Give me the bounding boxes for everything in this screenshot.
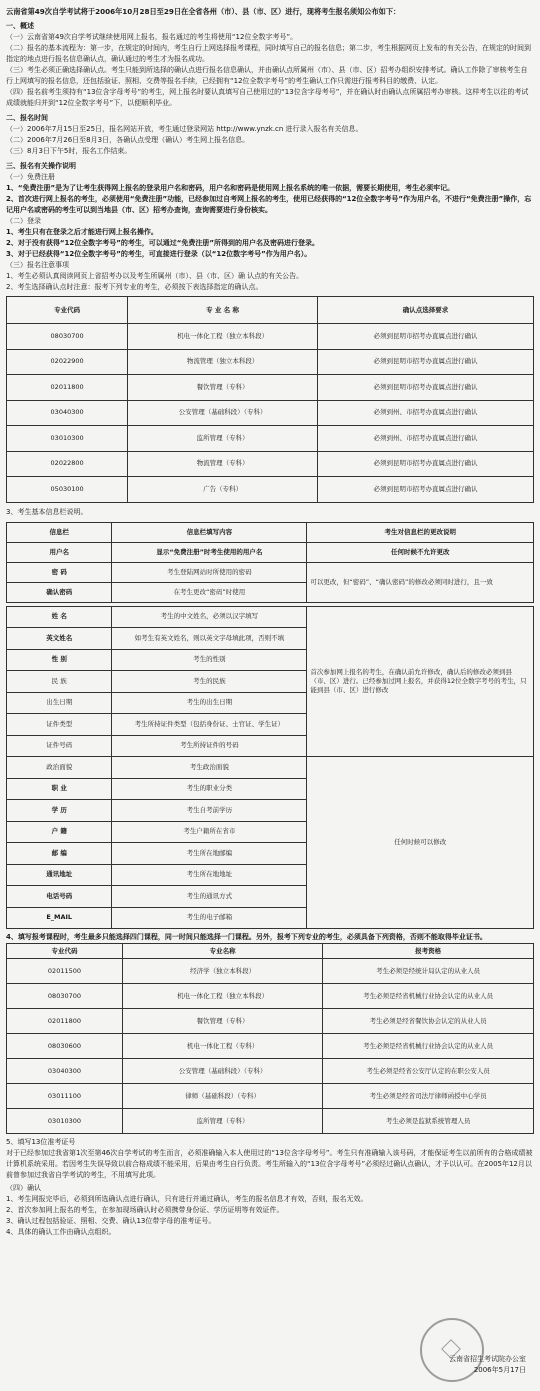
table-cell: 考生的出生日期 — [112, 692, 307, 714]
table-row — [7, 562, 534, 582]
table-cell: 出生日期 — [7, 692, 112, 714]
table-cell: 必须到昆明市招考办直属点进行确认 — [317, 451, 533, 477]
table-cell: 考生所持证件类型（包括身份证、士官证、学生证） — [112, 714, 307, 736]
table-cell: 必须到州、市招考办直属点进行确认 — [317, 426, 533, 452]
table-cell: 职 业 — [7, 778, 112, 800]
table-cell: 物流管理（专科） — [128, 451, 318, 477]
paragraph: （一）2006年7月15日至25日，报名网站开放，考生通过登录网站 http://www.ynzk.cn 进行录入报名有关信息。 — [6, 125, 363, 133]
table-row — [7, 959, 534, 984]
table-cell: 08030600 — [7, 1034, 123, 1059]
table-cell: 必须到昆明市招考办直属点进行确认 — [317, 477, 533, 503]
table-cell: 02022900 — [7, 349, 128, 375]
table-row — [7, 1009, 534, 1034]
table-header-row — [7, 297, 534, 324]
table-cell: 如考生有英文姓名，则以英文字母填此项，否则不填 — [112, 628, 307, 650]
table-cell: 考生所在地地址 — [112, 864, 307, 886]
column-header: 确认点选择要求 — [317, 297, 533, 324]
issue-date: 2006年5月17日 — [473, 1366, 526, 1374]
subsection-title: （二）登录 — [6, 217, 41, 225]
table-row — [7, 349, 534, 375]
table-row — [7, 542, 534, 562]
table-cell: 通讯地址 — [7, 864, 112, 886]
table-cell: 密 码 — [7, 562, 112, 582]
table-cell: 03010300 — [7, 1109, 123, 1134]
table-cell: 考生自考前学历 — [112, 800, 307, 822]
paragraph: 2、首次参加网上报名的考生，在参加现场确认时必须携带身份证、学历证明等有效证件。 — [6, 1206, 284, 1214]
table-cell: 姓 名 — [7, 606, 112, 628]
table-cell: 考生的职业分类 — [112, 778, 307, 800]
paragraph: 1、“免费注册”是为了让考生获得网上报名的登录用户名和密码，用户名和密码是使用网上报名系统的唯一依据，需要长期使用，考生必须牢记。 — [6, 184, 455, 192]
signature-block — [449, 1354, 526, 1376]
table-cell: 英文姓名 — [7, 628, 112, 650]
table-cell: 02011800 — [7, 375, 128, 401]
section-1-title: 一、概述 — [6, 22, 34, 30]
table-cell: 考生政治面貌 — [112, 757, 307, 779]
table-cell: 考生必须是经省公安厅认定的在职公安人员 — [323, 1059, 534, 1084]
table-cell: 考生的民族 — [112, 671, 307, 693]
paragraph: 3、对于已经获得“12位全数字考号”的考生，可直接进行登录（以“12位数字考号”作为用户名）。 — [6, 250, 312, 258]
basic-info-table — [6, 606, 534, 930]
section-2-title: 二、报名时间 — [6, 114, 48, 122]
table-cell: 机电一体化工程（独立本科段） — [128, 324, 318, 350]
paragraph: （二）报名的基本流程为：第一步，在规定的时间内，考生自行上网选择报考课程，同时填写自己的报名信息；第二步，考生根据网页上发布的有关公告，在规定的时间到指定的地点进行报名信息确认点，确认通过的考生才为报名成功。 — [6, 44, 531, 63]
table-row — [7, 1059, 534, 1084]
table-header-row — [7, 522, 534, 542]
table-cell: 广告（专科） — [128, 477, 318, 503]
table-cell: 02011500 — [7, 959, 123, 984]
table-cell: 08030700 — [7, 324, 128, 350]
table-cell: 任何时候可以修改 — [307, 757, 534, 929]
paragraph: 1、考生只有在登录之后才能进行网上报名操作。 — [6, 228, 158, 236]
table-cell: 证件类型 — [7, 714, 112, 736]
paragraph: 5、填写13位准考证号 — [6, 1138, 76, 1146]
column-header: 信息栏填写内容 — [112, 522, 307, 542]
paragraph: （三）8月3日下午5时，报名工作结束。 — [6, 147, 132, 155]
table-cell: 监所管理（专科） — [128, 426, 318, 452]
table-header-row — [7, 944, 534, 959]
table-cell: 考生登陆网站时所使用的密码 — [112, 562, 307, 582]
table-row — [7, 1034, 534, 1059]
paragraph: （四）报名前考生须持有“13位含字母考号”的考生，网上报名时要认真填写自己使用过的“13位含字母考号”，并在确认时由确认点所属招考办审核。这样考生以往的考试成绩就能归并到“12位全数字考号”下，以便顺利毕业。 — [6, 88, 529, 107]
table-cell: 公安管理（基础科段）（专科） — [128, 400, 318, 426]
table-cell: 必须到昆明市招考办直属点进行确认 — [317, 349, 533, 375]
table-cell: 物流管理（独立本科段） — [128, 349, 318, 375]
table-cell: 性 别 — [7, 649, 112, 671]
table-cell: 户 籍 — [7, 821, 112, 843]
table-cell: 餐饮管理（专科） — [128, 375, 318, 401]
table-cell: 考生必须是经统计局认定的从业人员 — [323, 959, 534, 984]
table-cell: 政治面貌 — [7, 757, 112, 779]
table-cell: 考生的通讯方式 — [112, 886, 307, 908]
table-row — [7, 984, 534, 1009]
table-cell: 机电一体化工程（专科） — [122, 1034, 322, 1059]
column-header: 报考资格 — [323, 944, 534, 959]
paragraph: 3、考生基本信息栏说明。 — [6, 507, 88, 516]
table-cell: 08030700 — [7, 984, 123, 1009]
table-cell: 05030100 — [7, 477, 128, 503]
table-row — [7, 324, 534, 350]
paragraph: 3、确认过程包括验证、照相、交费、确认13位带字母的准考证号。 — [6, 1217, 216, 1225]
paragraph: （一）云南省第49次自学考试继续使用网上报名，报名通过的考生将使用“12位全数字考号”。 — [6, 33, 298, 41]
column-header: 专业代码 — [7, 944, 123, 959]
table-cell: 03040300 — [7, 1059, 123, 1084]
subsection-title: （四）确认 — [6, 1184, 41, 1192]
table-cell: 必须到昆明市招考办直属点进行确认 — [317, 324, 533, 350]
subsection-title: （一）免费注册 — [6, 173, 55, 181]
table-cell: 02011800 — [7, 1009, 123, 1034]
table-cell: 证件号码 — [7, 735, 112, 757]
section-3-title: 三、报名有关操作说明 — [6, 162, 76, 170]
table-cell: 用户名 — [7, 542, 112, 562]
paragraph: 对于已经参加过我省第1次至第46次自学考试的考生而言，必须准确输入本人使用过的“13位含字母考号”。考生只有准确输入该号码，才能保证考生以前所有的合格成绩被计算机系统采用。若因考生失误导致以前合格成绩不能采用，后果由考生自行负责。考生所输入的“13位含字母考号”必须经过确认点确认，才予以认可。在2005年12月以前曾参加过我省自学考试的考生，不用填写此项。 — [6, 1149, 533, 1179]
column-header: 专 业 名 称 — [128, 297, 318, 324]
confirmation-point-table — [6, 296, 534, 503]
paragraph: （三）考生必须正确选择确认点。考生只能到所选择的确认点进行报名信息确认，并由确认点所属州（市）、县（市、区）招考办组织安排考试。确认工作除了审核考生自行上网填写的报名信息，还包括验证、照相、交费等报名手续，已经拥有“12位全数字考号”的考生确认工作只需进行报考科目的缴费、认定。 — [6, 66, 528, 85]
intro-text: 云南省第49次自学考试将于2006年10月28日至29日在全省各州（市）、县（市、区）进行，现将考生报名须知公布如下： — [6, 7, 401, 16]
table-cell: 考生的性别 — [112, 649, 307, 671]
column-header: 信息栏 — [7, 522, 112, 542]
table-cell: 学 历 — [7, 800, 112, 822]
table-cell: 考生所在地邮编 — [112, 843, 307, 865]
subsection-title: （三）报名注意事项 — [6, 261, 69, 269]
table-cell: 03010300 — [7, 426, 128, 452]
column-header: 专业名称 — [122, 944, 322, 959]
table-cell: 考生户籍所在省市 — [112, 821, 307, 843]
table-cell: 在考生更改“密码”时使用 — [112, 582, 307, 602]
paragraph: 2、对于没有获得“12位全数字考号”的考生，可以通过“免费注册”所得到的用户名及密码进行登录。 — [6, 239, 320, 247]
table-cell: 03040300 — [7, 400, 128, 426]
table-cell: 餐饮管理（专科） — [122, 1009, 322, 1034]
table-cell: 考生必须是经省机械行业协会认定的从业人员 — [323, 1034, 534, 1059]
paragraph: 2、首次进行网上报名的考生，必须使用“免费注册”功能，已经参加过自考网上报名的考生，使用已经获得的“12位全数字考号”作为用户名，不进行“免费注册”操作，忘记用户名或密码的考生可以到当地县（市、区）招考办查询，查询需要进行身份核实。 — [6, 195, 532, 214]
paragraph: 4、填写报考课程时，考生最多只能选择四门课程，同一时间只能选择一门课程。另外，报考下列专业的考生，必须具备下列资格，否则不能取得毕业证书。 — [6, 933, 487, 941]
table-cell: 可以更改，但“密码”、“确认密码”的修改必须同时进行，且一致 — [307, 562, 534, 602]
paragraph: 4、具体的确认工作由确认点组织。 — [6, 1228, 116, 1236]
table-cell: 首次参加网上报名的考生，在确认前允许修改，确认后的修改必须到县（市、区）进行。已经参加过网上报名，并获得12位全数字考号的考生，只能到县（市、区）进行修改 — [307, 606, 534, 757]
table-cell: 显示“免费注册”时考生使用的用户名 — [112, 542, 307, 562]
table-cell: 任何时候不允许更改 — [307, 542, 534, 562]
table-row — [7, 606, 534, 628]
issuing-organization: 云南省招生考试院办公室 — [449, 1355, 526, 1363]
table-cell: 考生必须是经省餐饮协会认定的从业人员 — [323, 1009, 534, 1034]
table-row — [7, 1109, 534, 1134]
table-cell: 考生的电子邮箱 — [112, 907, 307, 929]
table-row — [7, 426, 534, 452]
table-cell: 确认密码 — [7, 582, 112, 602]
paragraph: 1、考生必须认真阅读网页上省招考办以及考生所属州（市）、县（市、区）确 认点的有关公告。 — [6, 272, 304, 280]
table-row — [7, 757, 534, 779]
table-cell: 电话号码 — [7, 886, 112, 908]
table-cell: 02022800 — [7, 451, 128, 477]
paragraph: （二）2006年7月26日至8月3日，各确认点受理（确认）考生网上报名信息。 — [6, 136, 250, 144]
table-row — [7, 451, 534, 477]
table-cell: 公安管理（基础科段）（专科） — [122, 1059, 322, 1084]
table-cell: E_MAIL — [7, 907, 112, 929]
table-cell: 监所管理（专科） — [122, 1109, 322, 1134]
table-row — [7, 400, 534, 426]
paragraph: 2、考生选择确认点时注意：报考下列专业的考生，必须按下表选择指定的确认点。 — [6, 283, 263, 291]
table-cell: 邮 编 — [7, 843, 112, 865]
table-cell: 考生必须是经省机械行业协会认定的从业人员 — [323, 984, 534, 1009]
paragraph: 1、考生网报完毕后，必须到所选确认点进行确认，只有进行并通过确认，考生的报名信息才有效，否则，报名无效。 — [6, 1195, 368, 1203]
table-cell: 03011100 — [7, 1084, 123, 1109]
table-cell: 经济学（独立本科段） — [122, 959, 322, 984]
table-cell: 考生所持证件的号码 — [112, 735, 307, 757]
column-header: 考生对信息栏的更改说明 — [307, 522, 534, 542]
account-info-table — [6, 522, 534, 603]
qualification-table — [6, 943, 534, 1134]
table-cell: 考生必须是经省司法厅律师函授中心学员 — [323, 1084, 534, 1109]
table-cell: 律师（基础科段）（专科） — [122, 1084, 322, 1109]
table-cell: 考生必须是监狱系统管理人员 — [323, 1109, 534, 1134]
table-cell: 考生的中文姓名，必须以汉字填写 — [112, 606, 307, 628]
table-cell: 必须到州、市招考办直属点进行确认 — [317, 400, 533, 426]
column-header: 专业代码 — [7, 297, 128, 324]
table-cell: 机电一体化工程（独立本科段） — [122, 984, 322, 1009]
table-cell: 必须到昆明市招考办直属点进行确认 — [317, 375, 533, 401]
table-row — [7, 477, 534, 503]
table-row — [7, 375, 534, 401]
table-cell: 民 族 — [7, 671, 112, 693]
table-row — [7, 1084, 534, 1109]
